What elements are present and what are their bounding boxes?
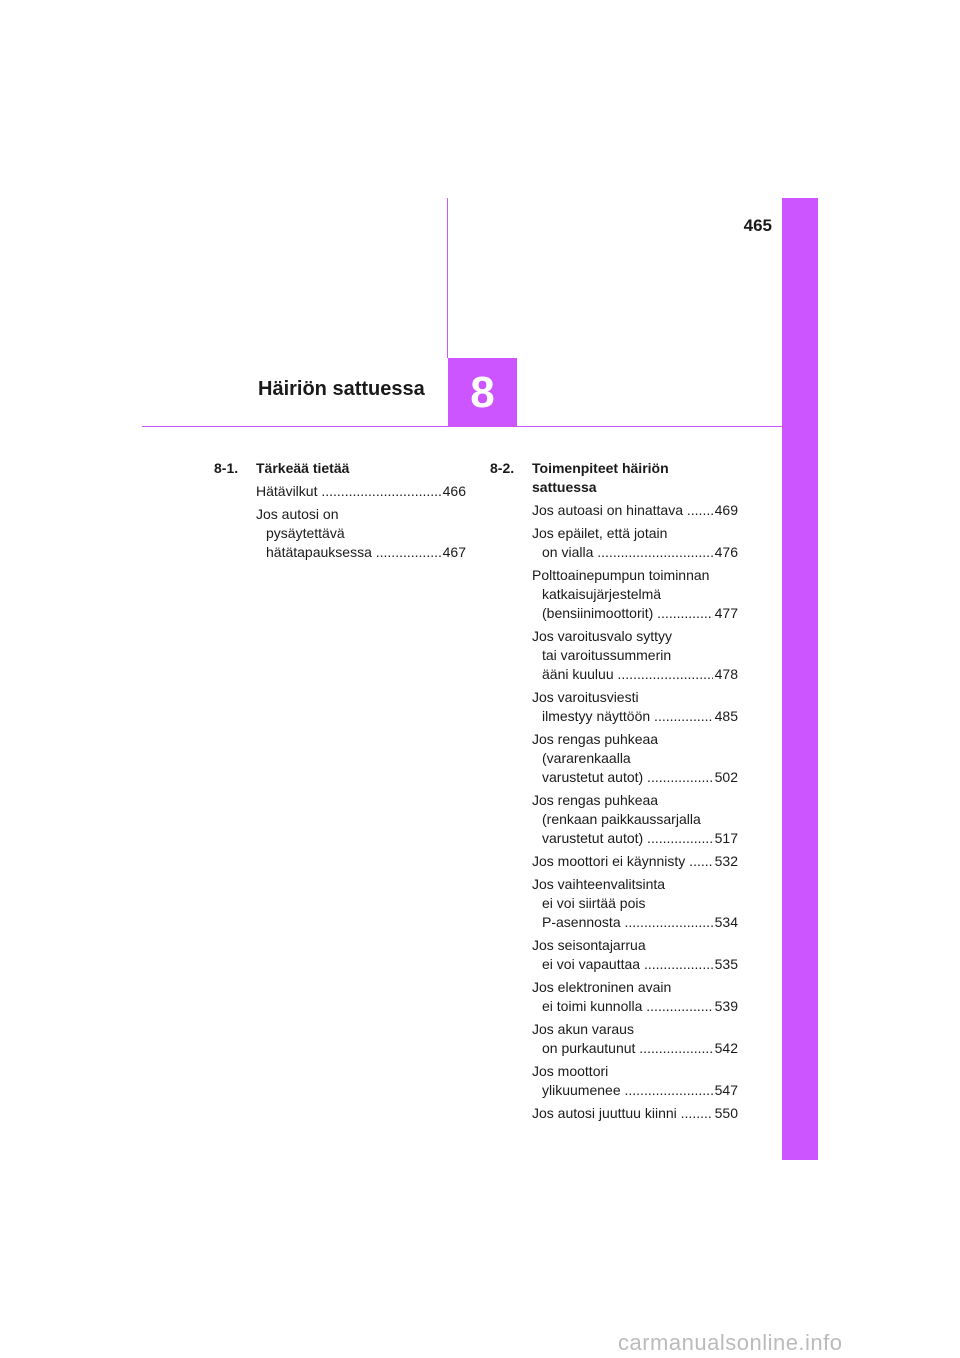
toc-entry-line: ei toimi kunnolla ..... [532, 997, 738, 1016]
toc-entry[interactable] [532, 1104, 738, 1123]
toc-entry-page-number: 547 [714, 1082, 738, 1098]
toc-entry-page-number: 517 [714, 830, 738, 846]
toc-entry-line: (bensiinimoottorit) ..... [532, 604, 738, 623]
toc-entry-line: ei voi vapauttaa ..... [532, 955, 738, 974]
toc-entry[interactable] [256, 482, 466, 501]
toc-section-8-1 [214, 459, 466, 566]
chapter-number-box: 8 [448, 358, 517, 427]
toc-entry[interactable] [532, 791, 738, 848]
toc-entry-line: Jos moottori [532, 1063, 609, 1079]
toc-entry-list [532, 501, 738, 1123]
toc-entry-line: Hätävilkut ..... [256, 482, 466, 501]
toc-entry-line: hätätapauksessa ..... [256, 543, 466, 562]
section-number: 8-1. [214, 460, 239, 476]
toc-entry-page-number: 542 [714, 1040, 738, 1056]
toc-entry-line: Jos moottori ei käynnisty ..... [532, 852, 738, 871]
toc-entry-page-number: 469 [714, 502, 738, 518]
chapter-side-tab [782, 198, 818, 1160]
toc-entry[interactable] [532, 501, 738, 520]
toc-entry-page-number: 477 [714, 605, 738, 621]
toc-entry-line: (renkaan paikkaussarjalla [542, 811, 701, 827]
toc-entry-line: Jos autosi on [256, 506, 339, 522]
toc-entry-page-number: 539 [714, 998, 738, 1014]
section-number: 8-2. [490, 460, 515, 476]
toc-entry-title [532, 1062, 738, 1100]
toc-entry-line: Jos autoasi on hinattava ..... [532, 501, 738, 520]
toc-entry-page-number: 467 [442, 544, 466, 560]
toc-entry-list [256, 482, 466, 562]
toc-entry-line: ylikuumenee ..... [532, 1081, 738, 1100]
toc-entry-line: Jos varoitusviesti [532, 689, 639, 705]
toc-entry-line: Jos akun varaus [532, 1021, 634, 1037]
toc-entry-title [532, 524, 738, 562]
section-heading [490, 459, 738, 497]
toc-entry-line: varustetut autot) ..... [532, 768, 738, 787]
toc-entry-page-number: 550 [714, 1105, 738, 1121]
section-title-line: Toimenpiteet häiriön [532, 460, 669, 476]
toc-entry-title [532, 875, 738, 932]
toc-entry-line: Jos epäilet, että jotain [532, 525, 668, 541]
toc-entry-page-number: 502 [714, 769, 738, 785]
toc-entry[interactable] [532, 627, 738, 684]
toc-entry-line: katkaisujärjestelmä [542, 586, 662, 602]
section-title-line: sattuessa [532, 479, 597, 495]
toc-section-8-2 [490, 459, 738, 1127]
toc-entry-title [256, 505, 466, 562]
toc-entry-title [532, 566, 738, 623]
toc-entry-page-number: 476 [714, 544, 738, 560]
toc-entry-title [532, 978, 738, 1016]
toc-entry[interactable] [256, 505, 466, 562]
toc-entry-title [532, 627, 738, 684]
page-number: 465 [743, 216, 772, 235]
toc-entry-title [532, 791, 738, 848]
toc-entry[interactable] [532, 1020, 738, 1058]
toc-entry[interactable] [532, 852, 738, 871]
toc-entry[interactable] [532, 978, 738, 1016]
chapter-title: Häiriön sattuessa [258, 378, 425, 400]
toc-entry[interactable] [532, 936, 738, 974]
toc-entry-line: Jos elektroninen avain [532, 979, 672, 995]
section-title [256, 459, 466, 478]
toc-entry-line: ääni kuuluu ..... [532, 665, 738, 684]
section-heading [214, 459, 466, 478]
toc-entry-line: Jos seisontajarrua [532, 937, 646, 953]
toc-entry-title [532, 1104, 738, 1123]
toc-entry-page-number: 535 [714, 956, 738, 972]
toc-entry[interactable] [532, 524, 738, 562]
toc-entry-title [256, 482, 466, 501]
toc-entry-line: on purkautunut ..... [532, 1039, 738, 1058]
toc-entry-title [532, 1020, 738, 1058]
watermark: carmanualsonline.info [618, 1330, 843, 1355]
toc-entry-line: on vialla ..... [532, 543, 738, 562]
toc-entry-line: Jos autosi juuttuu kiinni ..... [532, 1104, 738, 1123]
toc-entry[interactable] [532, 1062, 738, 1100]
toc-entry-line: (vararenkaalla [542, 750, 631, 766]
toc-entry-page-number: 478 [714, 666, 738, 682]
toc-entry-page-number: 466 [442, 483, 466, 499]
toc-entry[interactable] [532, 875, 738, 932]
toc-entry-line: Jos varoitusvalo syttyy [532, 628, 673, 644]
toc-entry-title [532, 730, 738, 787]
toc-entry-line: varustetut autot) ..... [532, 829, 738, 848]
toc-entry-line: Jos rengas puhkeaa [532, 792, 659, 808]
section-title [532, 459, 738, 497]
toc-entry-line: tai varoitussummerin [542, 647, 672, 663]
section-title-line: Tärkeää tietää [256, 460, 350, 476]
toc-entry-page-number: 532 [714, 853, 738, 869]
toc-entry[interactable] [532, 566, 738, 623]
toc-entry[interactable] [532, 730, 738, 787]
toc-entry-line: ilmestyy näyttöön ..... [532, 707, 738, 726]
toc-entry-line: pysäytettävä [266, 525, 345, 541]
toc-entry-line: P-asennosta ..... [532, 913, 738, 932]
toc-entry-line: Jos vaihteenvalitsinta [532, 876, 666, 892]
toc-entry-title [532, 852, 738, 871]
toc-entry-title [532, 936, 738, 974]
toc-entry-title [532, 688, 738, 726]
toc-entry-title [532, 501, 738, 520]
toc-entry-line: Polttoainepumpun toiminnan [532, 567, 710, 583]
toc-entry-page-number: 485 [714, 708, 738, 724]
toc-entry-line: Jos rengas puhkeaa [532, 731, 659, 747]
toc-entry-page-number: 534 [714, 914, 738, 930]
toc-entry-line: ei voi siirtää pois [542, 895, 646, 911]
toc-entry[interactable] [532, 688, 738, 726]
header-vertical-rule [447, 198, 448, 358]
